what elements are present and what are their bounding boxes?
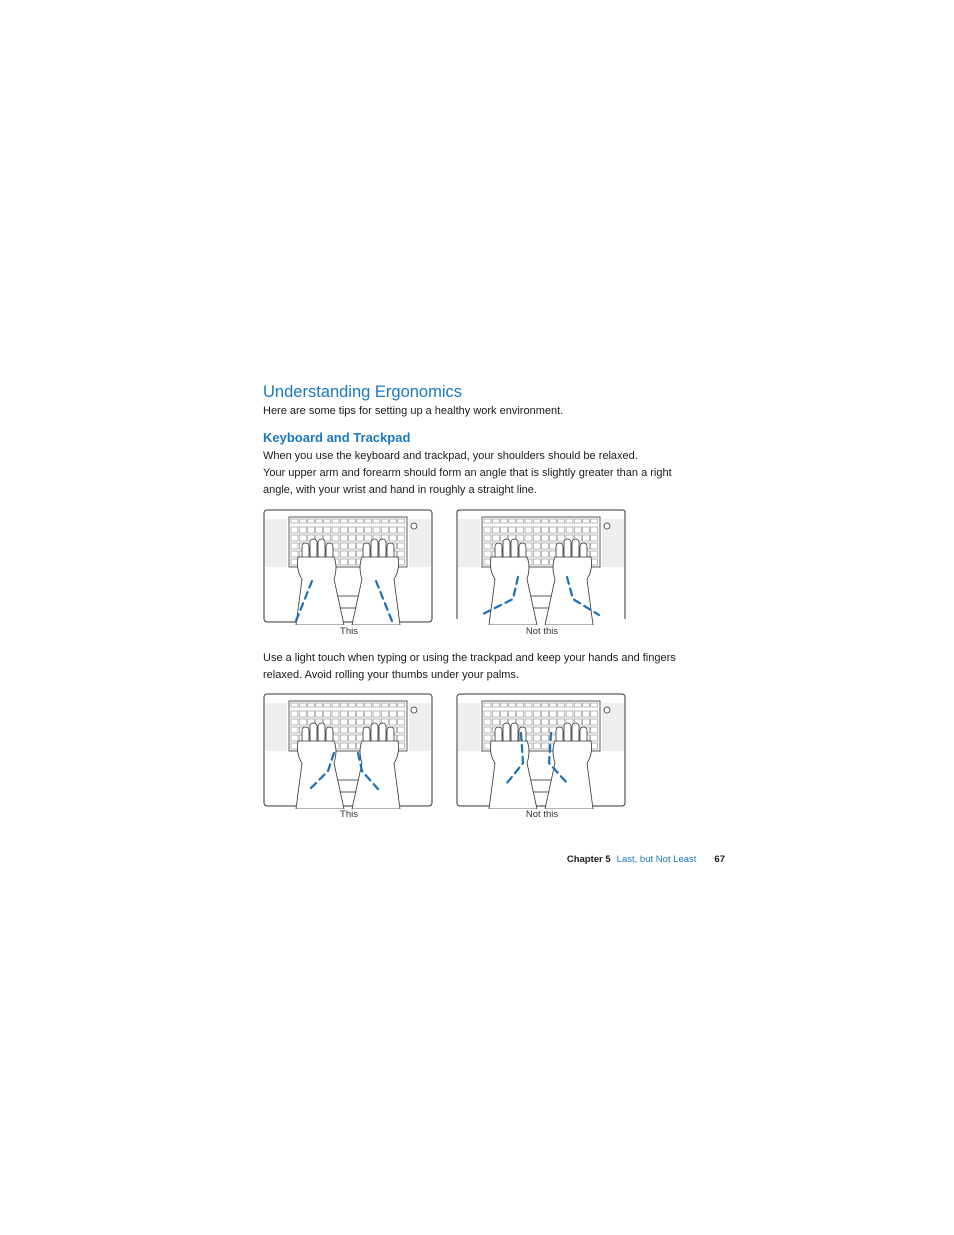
footer-chapter: Chapter 5 <box>566 854 611 865</box>
paragraph-relaxed-shoulders <box>263 448 672 499</box>
intro-text: Here are some tips for setting up a healthy work environment. <box>263 405 564 417</box>
page-footer <box>520 854 725 865</box>
paragraph-line: relaxed. Avoid rolling your thumbs under your palms. <box>263 669 519 681</box>
paragraph-line: When you use the keyboard and trackpad, your shoulders should be relaxed. <box>263 450 638 462</box>
figure-caption: This <box>340 809 358 820</box>
paragraph-light-touch <box>263 650 676 684</box>
keyboard-hands-illustration <box>455 693 629 809</box>
figure-caption: Not this <box>525 809 559 820</box>
paragraph-line: Use a light touch when typing or using the trackpad and keep your hands and fingers <box>263 652 676 664</box>
section-heading: Keyboard and Trackpad <box>263 430 411 445</box>
paragraph-line: angle, with your wrist and hand in roughly a straight line. <box>263 484 537 496</box>
paragraph-line: Your upper arm and forearm should form an angle that is slightly greater than a right <box>263 467 672 479</box>
page-title: Understanding Ergonomics <box>263 383 463 401</box>
page-number: 67 <box>714 854 725 865</box>
figure-caption: This <box>340 626 358 637</box>
figure-caption: Not this <box>525 626 559 637</box>
keyboard-hands-illustration <box>262 693 436 809</box>
footer-section: Last, but Not Least <box>616 854 697 865</box>
keyboard-hands-illustration <box>262 509 436 625</box>
keyboard-hands-illustration <box>455 509 629 625</box>
